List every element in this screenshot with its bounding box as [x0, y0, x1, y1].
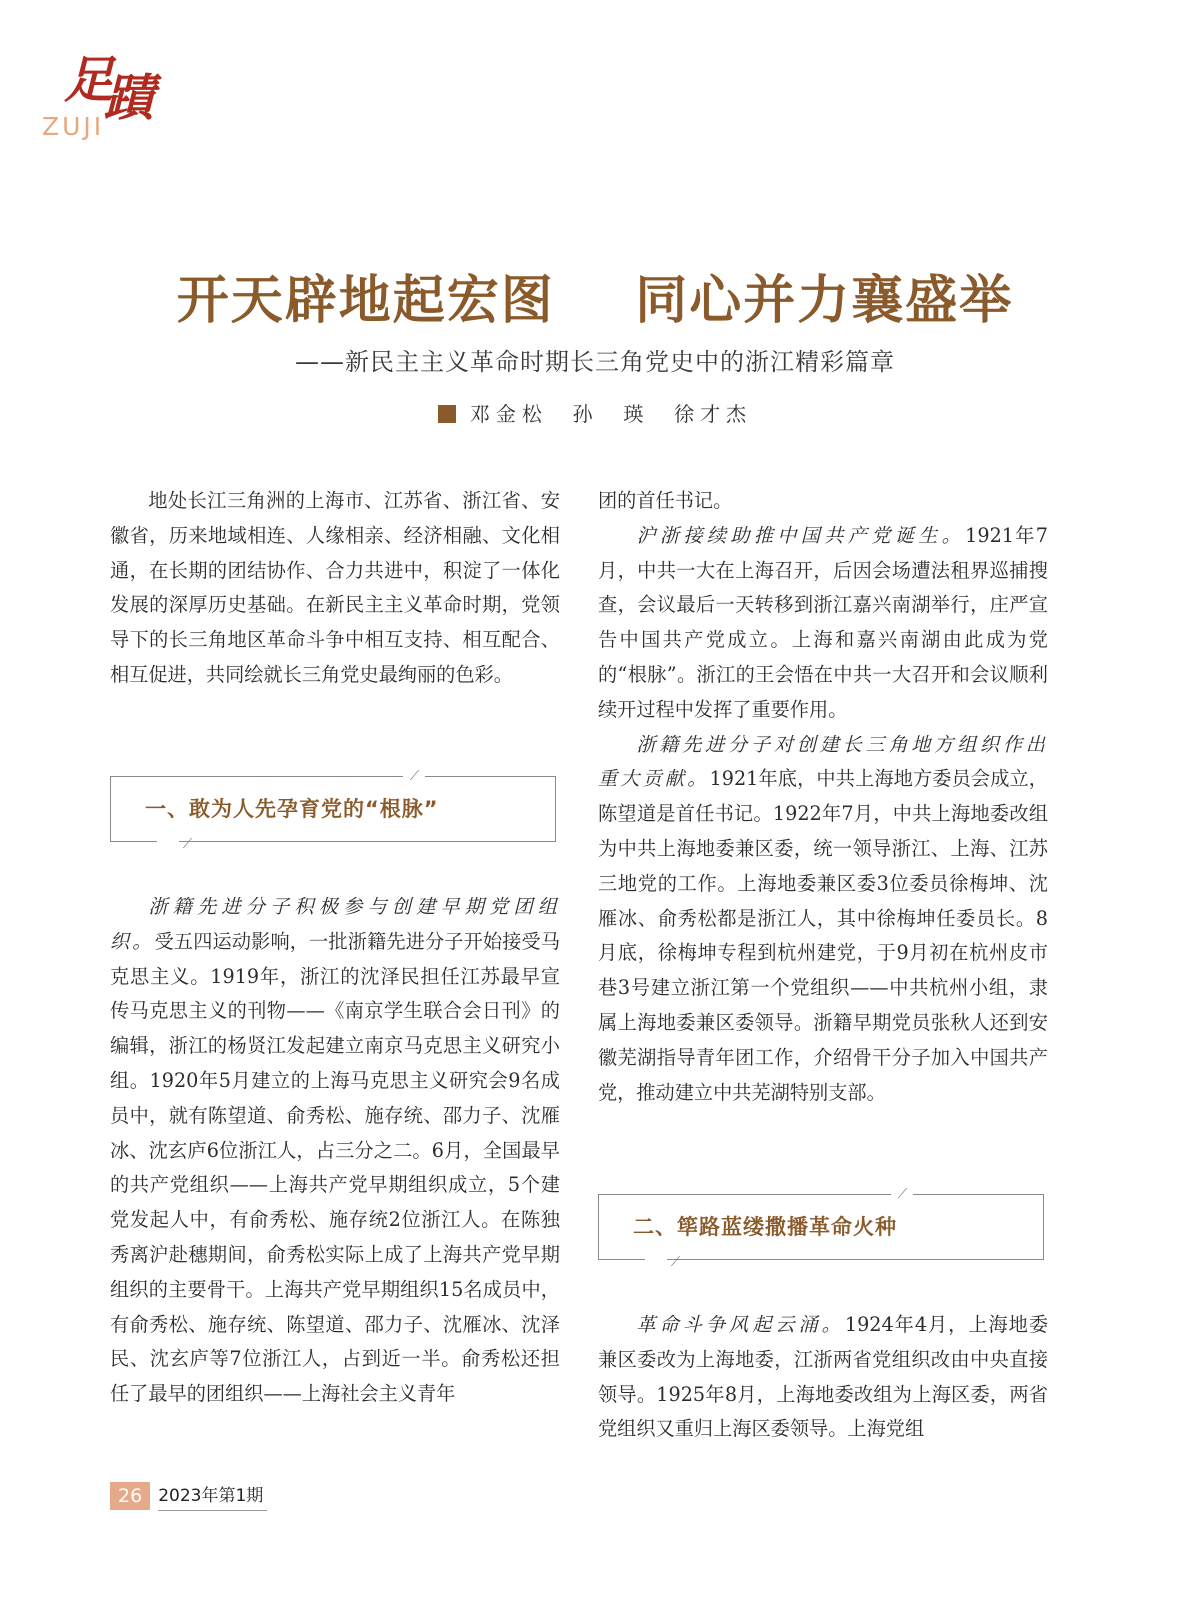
paragraph-4-lead: 革命斗争风起云涌。	[636, 1313, 845, 1336]
intro-paragraph: 地处长江三角洲的上海市、江苏省、浙江省、安徽省，历来地域相连、人缘相亲、经济相融、文化相通，在长期的团结协作、合力共进中，积淀了一体化发展的深厚历史基础。在新民主主义革命时期，党领导下的长三角地区革命斗争中相互支持、相互配合、相互促进，共同绘就长三角党史最绚丽的色彩。	[110, 489, 560, 686]
page-footer	[110, 1482, 267, 1510]
paragraph-2-body: 1921年7月，中共一大在上海召开，后因会场遭法租界巡捕搜查，会议最后一天转移到浙江嘉兴南湖举行，庄严宣告中国共产党成立。上海和嘉兴南湖由此成为党的“根脉”。浙江的王会悟在中共一大召开和会议顺利续开过程中发挥了重要作用。	[598, 523, 1048, 721]
section-heading-box-2	[598, 1194, 1044, 1260]
paragraph-1-lead: 浙籍先进分子积极参与创建早期党团组织。	[110, 895, 560, 953]
paragraph-3-body: 1921年底，中共上海地方委员会成立，陈望道是首任书记。1922年7月，中共上海地委改组为中共上海地委兼区委，统一领导浙江、上海、江苏三地党的工作。上海地委兼区委3位委员徐梅坤、沈雁冰、俞秀松都是浙江人，其中徐梅坤任委员长。8月底，徐梅坤专程到杭州建党，于9月初在杭州皮市巷3号建立浙江第一个党组织——中共杭州小组，隶属上海地委兼区委领导。浙籍早期党员张秋人还到安徽芜湖指导青年团工作，介绍骨干分子加入中国共产党，推动建立中共芜湖特别支部。	[598, 767, 1048, 1104]
logo-calligraphy	[64, 50, 156, 127]
heading-corner-tick	[173, 838, 192, 848]
author-square-icon	[438, 405, 456, 423]
heading-corner-tick	[410, 770, 429, 780]
paragraph-3-lead: 浙籍先进分子对创建长三角地方组织作出重大贡献。	[598, 732, 1048, 791]
right-column-bottom	[598, 1308, 1048, 1447]
heading-corner-tick	[898, 1188, 917, 1198]
paragraph-2	[598, 519, 1048, 728]
paragraph-1	[110, 890, 560, 1412]
paragraph-1-body: 受五四运动影响，一批浙籍先进分子开始接受马克思主义。1919年，浙江的沈泽民担任江苏最早宣传马克思主义的刊物——《南京学生联合会日刊》的编辑，浙江的杨贤江发起建立南京马克思主义研究小组。1920年5月建立的上海马克思主义研究会9名成员中，就有陈望道、俞秀松、施存统、邵力子、沈雁冰、沈玄庐6位浙江人，占三分之二。6月，全国最早的共产党组织——上海共产党早期组织成立，5个建党发起人中，有俞秀松、施存统2位浙江人。在陈独秀离沪赴穗期间，俞秀松实际上成了上海共产党早期组织的主要骨干。上海共产党早期组织15名成员中，有俞秀松、施存统、陈望道、邵力子、沈雁冰、沈泽民、沈玄庐等7位浙江人，占到近一半。俞秀松还担任了最早的团组织——上海社会主义青年	[110, 929, 561, 1406]
right-column-body	[598, 484, 1048, 1110]
paragraph-4	[598, 1308, 1048, 1447]
continuation-text: 团的首任书记。	[598, 489, 733, 512]
issue-label: 2023年第1期	[158, 1482, 267, 1511]
paragraph-4-body: 1924年4月，上海地委兼区委改为上海地委，江浙两省党组织改由中央直接领导。1925年8月，上海地委改组为上海区委，两省党组织又重归上海区委领导。上海党组	[598, 1313, 1049, 1441]
logo-latin: ZUJI	[42, 112, 105, 141]
page-number: 26	[110, 1482, 150, 1510]
section-heading-box-1	[110, 776, 556, 842]
logo-char-1: 足	[64, 50, 110, 109]
authors: 邓金松 孙 瑛 徐才杰	[469, 402, 753, 426]
heading-corner-tick	[661, 1256, 680, 1266]
paragraph-2-lead: 沪浙接续助推中国共产党诞生。	[636, 523, 966, 547]
magazine-logo	[38, 52, 178, 142]
logo-char-2: 蹟	[104, 68, 150, 127]
section-heading-2: 二、筚路蓝缕撒播革命火种	[633, 1215, 897, 1239]
left-column-intro	[110, 484, 560, 693]
section-heading-1: 一、敢为人先孕育党的“根脉”	[145, 797, 439, 821]
author-line	[0, 398, 1190, 427]
left-column-body	[110, 890, 560, 1412]
article-title: 开天辟地起宏图 同心并力襄盛举	[176, 271, 1014, 331]
paragraph-3	[598, 728, 1048, 1111]
article-subtitle: ——新民主主义革命时期长三角党史中的浙江精彩篇章	[295, 348, 895, 376]
